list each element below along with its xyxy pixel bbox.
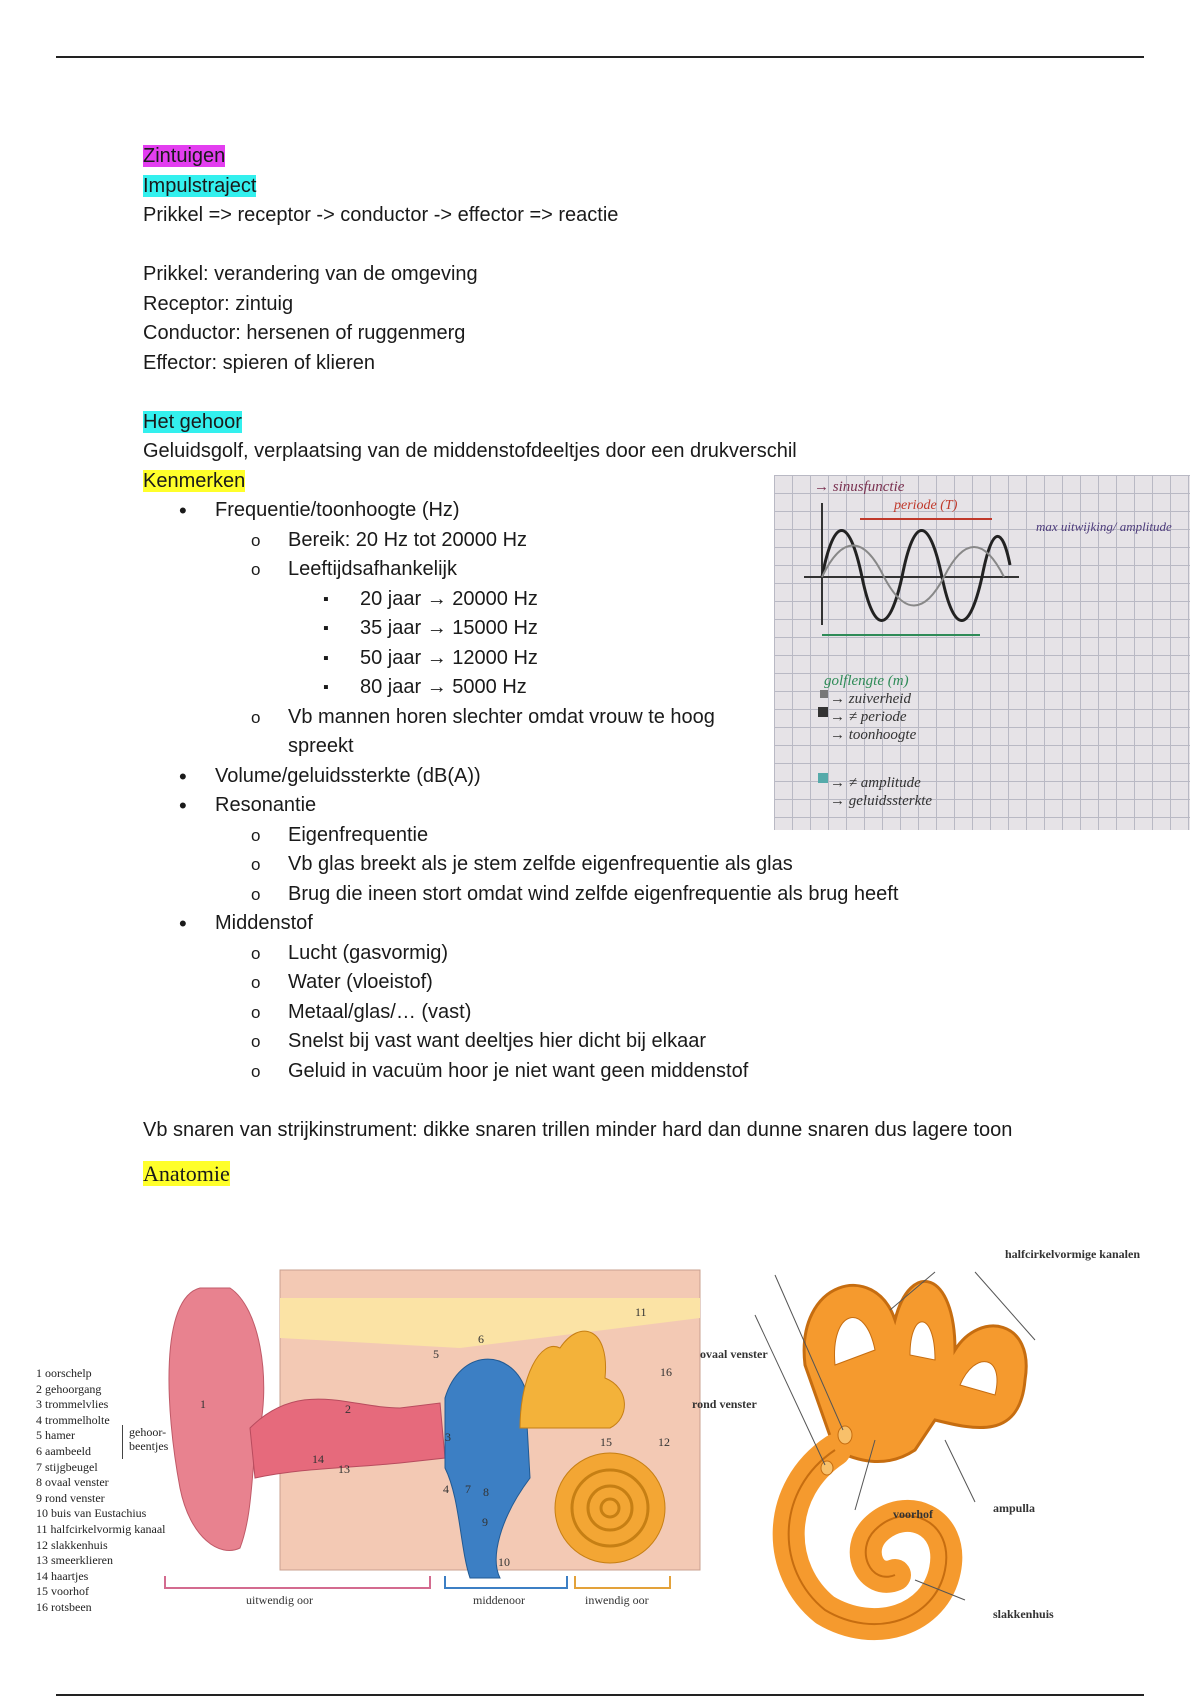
svg-text:6: 6 [478, 1332, 484, 1346]
legend-item: 9 rond venster [36, 1490, 105, 1505]
svg-text:2: 2 [345, 1402, 351, 1416]
svg-text:5: 5 [433, 1347, 439, 1361]
page-title: Zintuigen [143, 145, 226, 167]
list-item: • Volume/geluidssterkte (dB(A)) [143, 762, 1043, 792]
label-ampulla: ampulla [993, 1501, 1036, 1515]
gehoor-intro: Geluidsgolf, verplaatsing van de middenstofdeeltjes door een drukverschil [143, 440, 797, 462]
ear-legend [36, 1366, 166, 1616]
legend-item: 15 voorhof [36, 1584, 89, 1599]
svg-text:9: 9 [482, 1515, 488, 1529]
bottom-rule [56, 1694, 1144, 1696]
note-ne-periode: → ≠ periode [830, 709, 907, 725]
section-uitwendig: uitwendig oor [246, 1593, 313, 1607]
impuls-heading: Impulstraject [143, 174, 257, 197]
legend-item: 5 hamer [36, 1428, 75, 1443]
anatomie-heading: Anatomie [143, 1161, 230, 1186]
list-item: o Bereik: 20 Hz tot 20000 Hz [143, 526, 1043, 556]
legend-item: 3 trommelvlies [36, 1397, 109, 1412]
impuls-chain: Prikkel => receptor -> conductor -> effector => reactie [143, 204, 619, 226]
section-inwendig: inwendig oor [585, 1593, 649, 1607]
svg-text:3: 3 [445, 1430, 451, 1444]
label-kanalen: halfcirkelvormige kanalen [1005, 1247, 1140, 1261]
note-toonhoogte: → toonhoogte [830, 727, 917, 743]
legend-item: 1 oorschelp [36, 1366, 92, 1380]
label-slakkenhuis: slakkenhuis [993, 1607, 1054, 1621]
legend-item: 16 rotsbeen [36, 1599, 92, 1614]
svg-text:4: 4 [443, 1482, 449, 1496]
note-periode: periode (T) [894, 498, 958, 513]
list-item: ▪ 80 jaar → 5000 Hz [143, 673, 1043, 703]
legend-item: 12 slakkenhuis [36, 1537, 108, 1552]
list-item: ▪ 50 jaar → 12000 Hz [143, 644, 1043, 674]
note-zuiverheid: → zuiverheid [830, 691, 911, 707]
definition-conductor: Conductor: hersenen of ruggenmerg [143, 322, 466, 344]
note-geluidssterkte: → geluidssterkte [830, 793, 933, 809]
note-sinus: → sinusfunctie [814, 479, 905, 495]
svg-text:16: 16 [660, 1365, 672, 1379]
list-item: o Snelst bij vast want deeltjes hier dicht bij elkaar [143, 1027, 1043, 1057]
list-item: ▪ 35 jaar → 15000 Hz [143, 614, 1043, 644]
list-item: o Eigenfrequentie [143, 821, 1043, 851]
svg-text:11: 11 [635, 1305, 647, 1319]
list-item: o Vb mannen horen slechter omdat vrouw te hoog spreekt [288, 705, 715, 757]
ear-cross-section [160, 1258, 710, 1618]
list-item: • Frequentie/toonhoogte (Hz) [143, 496, 1043, 526]
legend-item: 6 aambeeld [36, 1443, 91, 1458]
note-golflengte: golflengte (m) [824, 673, 909, 689]
svg-text:10: 10 [498, 1555, 510, 1569]
kenmerken-heading: Kenmerken [143, 469, 246, 492]
top-rule [56, 56, 1144, 58]
list-item: o Lucht (gasvormig) [143, 939, 1043, 969]
legend-item: 4 trommelholte [36, 1412, 110, 1427]
list-item: • Middenstof [143, 909, 1043, 939]
list-item: o Water (vloeistof) [143, 968, 1043, 998]
list-item: ▪ 20 jaar → 20000 Hz [143, 585, 1043, 615]
list-item: o Leeftijdsafhankelijk [143, 555, 1043, 585]
list-item: • Resonantie [143, 791, 1043, 821]
label-rond-venster: rond venster [692, 1397, 757, 1411]
svg-text:8: 8 [483, 1485, 489, 1499]
legend-item: 11 halfcirkelvormig kanaal [36, 1521, 166, 1536]
svg-text:7: 7 [465, 1482, 471, 1496]
vb-snaren: Vb snaren van strijkinstrument: dikke snaren trillen minder hard dan dunne snaren dus lagere toon [143, 1118, 1013, 1141]
list-item: o Geluid in vacuüm hoor je niet want geen middenstof [143, 1057, 1043, 1087]
note-ne-amplitude: → ≠ amplitude [830, 775, 921, 791]
label-ovaal-venster: ovaal venster [700, 1347, 768, 1361]
note-amplitude: max uitwijking/ amplitude [1036, 519, 1172, 534]
svg-text:13: 13 [338, 1462, 350, 1476]
legend-item: 2 gehoorgang [36, 1381, 102, 1396]
definition-effector: Effector: spieren of klieren [143, 351, 375, 374]
svg-text:15: 15 [600, 1435, 612, 1449]
legend-item: 10 buis van Eustachius [36, 1506, 147, 1521]
svg-text:12: 12 [658, 1435, 670, 1449]
svg-text:14: 14 [312, 1452, 324, 1466]
label-voorhof: voorhof [893, 1507, 933, 1521]
legend-item: 7 stijgbeugel [36, 1459, 98, 1474]
svg-text:1: 1 [200, 1397, 206, 1411]
section-middenoor: middenoor [473, 1593, 525, 1607]
legend-item: 13 smeerklieren [36, 1553, 113, 1568]
sinus-sketch [774, 475, 1190, 830]
definition-prikkel: Prikkel: verandering van de omgeving [143, 263, 478, 285]
list-item: o Brug die ineen stort omdat wind zelfde eigenfrequentie als brug heeft [143, 880, 1043, 910]
inner-ear-figure [692, 1240, 1155, 1660]
legend-item: 14 haartjes [36, 1568, 89, 1583]
legend-item: 8 ovaal venster [36, 1475, 109, 1490]
gehoor-heading: Het gehoor [143, 410, 242, 433]
list-item: o Vb glas breekt als je stem zelfde eigenfrequentie als glas [143, 850, 1043, 880]
definition-receptor: Receptor: zintuig [143, 292, 294, 315]
sinus-notes-photo [774, 475, 1190, 830]
list-item: o Metaal/glas/… (vast) [143, 998, 1043, 1028]
gehoorbeentjes-label: gehoor-beentjes [122, 1425, 179, 1459]
